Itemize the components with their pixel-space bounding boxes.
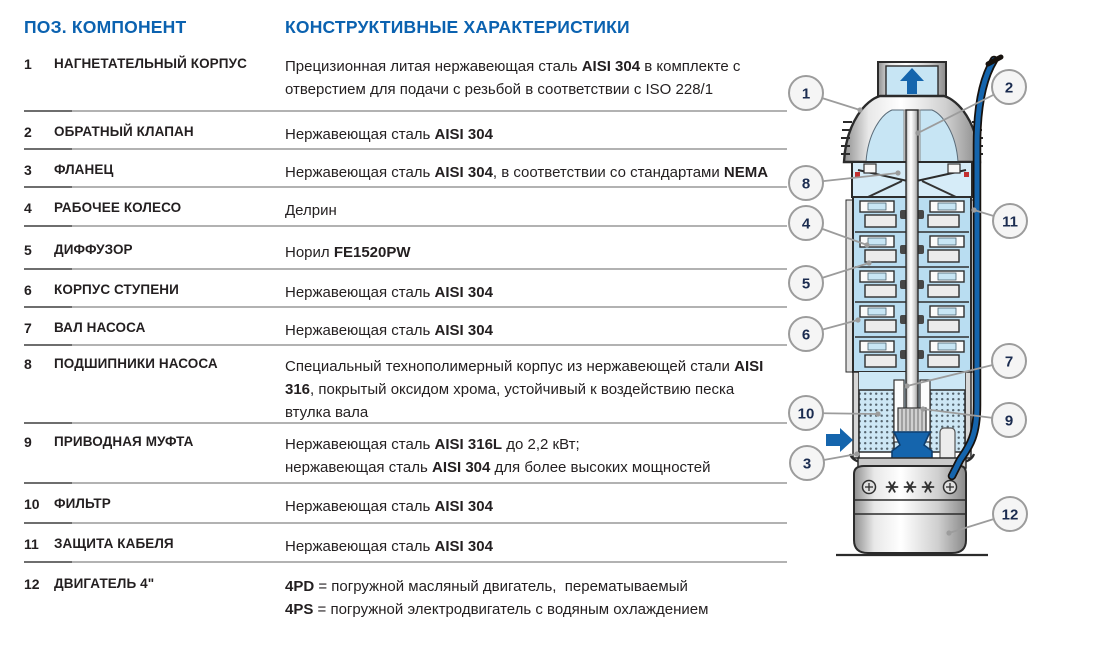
row-number: 10 bbox=[24, 496, 40, 512]
component-name: ЗАЩИТА КАБЕЛЯ bbox=[54, 536, 174, 551]
svg-text:2: 2 bbox=[1004, 79, 1014, 97]
svg-text:9: 9 bbox=[1004, 412, 1014, 430]
svg-text:5: 5 bbox=[801, 275, 811, 293]
inlet-arrow-icon bbox=[826, 428, 853, 452]
row-number: 12 bbox=[24, 576, 40, 592]
table-row bbox=[24, 47, 787, 112]
component-characteristics: Прецизионная литая нержавеющая сталь AISI 304 в комплекте с отверстием для подачи с резьбой в соответствии с ISO 228/1 bbox=[285, 58, 741, 98]
component-name: ДИФФУЗОР bbox=[54, 242, 133, 257]
row-number: 7 bbox=[24, 320, 32, 336]
motor-screw-icon bbox=[863, 481, 876, 494]
component-name: ПРИВОДНАЯ МУФТА bbox=[54, 434, 194, 449]
row-number: 8 bbox=[24, 356, 32, 372]
row-number: 5 bbox=[24, 242, 32, 258]
table-body bbox=[24, 47, 787, 632]
table-row bbox=[24, 563, 787, 632]
table-row bbox=[24, 112, 787, 150]
header-position-component: ПОЗ. КОМПОНЕНТ bbox=[24, 17, 187, 37]
table-row bbox=[24, 227, 787, 270]
component-characteristics: Нержавеющая сталь AISI 304 bbox=[285, 322, 493, 339]
svg-text:1: 1 bbox=[801, 85, 811, 103]
svg-text:3: 3 bbox=[802, 455, 812, 473]
table-row bbox=[24, 188, 787, 227]
table-row bbox=[24, 346, 787, 424]
table-row bbox=[24, 424, 787, 484]
motor-body bbox=[836, 458, 988, 555]
component-characteristics: Норил FE1520PW bbox=[285, 244, 411, 261]
component-characteristics: Нержавеющая сталь AISI 304 bbox=[285, 284, 493, 301]
component-name: ОБРАТНЫЙ КЛАПАН bbox=[54, 124, 194, 139]
component-characteristics: Делрин bbox=[285, 202, 337, 219]
components-table bbox=[24, 16, 787, 632]
component-characteristics: Нержавеющая сталь AISI 304, в соответствии со стандартами NEMA bbox=[285, 164, 769, 181]
component-name: ДВИГАТЕЛЬ 4" bbox=[54, 576, 155, 591]
callout-1 bbox=[789, 76, 863, 113]
table-header bbox=[24, 16, 787, 38]
table-row bbox=[24, 308, 787, 346]
svg-text:12: 12 bbox=[1001, 506, 1019, 524]
row-number: 2 bbox=[24, 124, 32, 140]
row-number: 9 bbox=[24, 434, 32, 450]
header-characteristics: КОНСТРУКТИВНЫЕ ХАРАКТЕРИСТИКИ bbox=[285, 17, 630, 37]
row-number: 3 bbox=[24, 162, 32, 178]
row-number: 6 bbox=[24, 282, 32, 298]
table-row bbox=[24, 150, 787, 188]
motor-screw-icon bbox=[944, 481, 957, 494]
component-name: КОРПУС СТУПЕНИ bbox=[54, 282, 179, 297]
component-name: РАБОЧЕЕ КОЛЕСО bbox=[54, 200, 182, 215]
filter-mesh-left bbox=[859, 390, 894, 452]
component-characteristics: Специальный технополимерный корпус из нержавеющей стали AISI 316, покрытый оксидом хрома, устойчивый к воздействию песка втулка вала bbox=[285, 358, 764, 421]
table-row bbox=[24, 270, 787, 308]
component-name: ФИЛЬТР bbox=[54, 496, 111, 511]
table-row bbox=[24, 524, 787, 563]
svg-text:10: 10 bbox=[797, 405, 815, 423]
component-name: НАГНЕТАТЕЛЬНЫЙ КОРПУС bbox=[54, 56, 247, 71]
component-name: ПОДШИПНИКИ НАСОСА bbox=[54, 356, 218, 371]
row-number: 4 bbox=[24, 200, 32, 216]
row-number: 11 bbox=[24, 536, 39, 552]
component-characteristics: Нержавеющая сталь AISI 316L до 2,2 кВт; нержавеющая сталь AISI 304 для более высоких мощностей bbox=[285, 436, 711, 476]
component-characteristics: 4PD = погружной масляный двигатель, перематываемый 4PS = погружной электродвигатель с водяным охлаждением bbox=[285, 578, 709, 618]
svg-text:11: 11 bbox=[1002, 213, 1018, 231]
svg-text:4: 4 bbox=[801, 215, 811, 233]
component-name: ВАЛ НАСОСА bbox=[54, 320, 146, 335]
component-characteristics: Нержавеющая сталь AISI 304 bbox=[285, 538, 493, 555]
component-characteristics: Нержавеющая сталь AISI 304 bbox=[285, 126, 493, 143]
svg-text:7: 7 bbox=[1004, 353, 1014, 371]
svg-text:8: 8 bbox=[801, 175, 811, 193]
drive-coupling bbox=[892, 408, 932, 462]
svg-text:6: 6 bbox=[801, 326, 811, 344]
pump-diagram bbox=[780, 50, 1104, 650]
table-row bbox=[24, 484, 787, 524]
component-name: ФЛАНЕЦ bbox=[54, 162, 114, 177]
callout-3 bbox=[790, 446, 860, 480]
component-characteristics: Нержавеющая сталь AISI 304 bbox=[285, 498, 493, 515]
row-number: 1 bbox=[24, 56, 32, 72]
